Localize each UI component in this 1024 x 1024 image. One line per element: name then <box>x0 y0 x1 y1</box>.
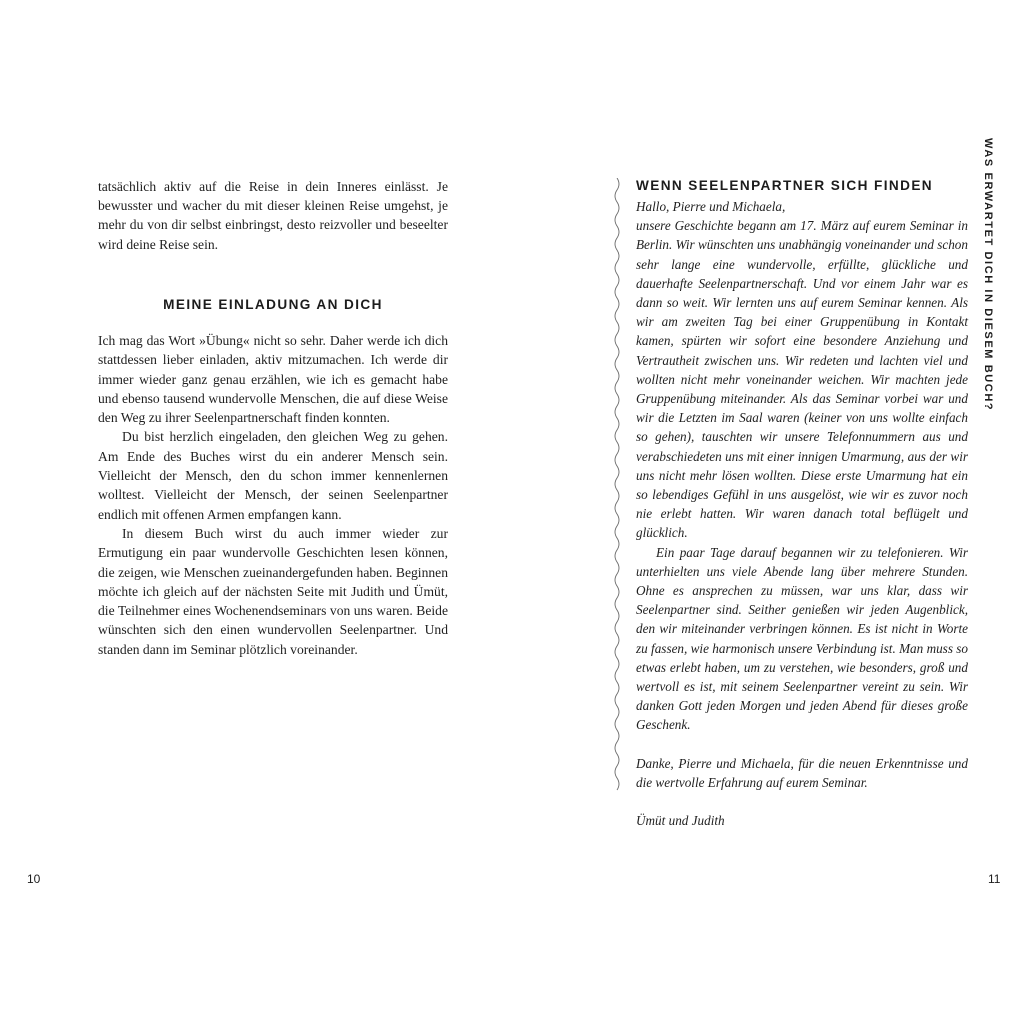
wavy-divider-icon <box>613 178 621 794</box>
letter-text <box>636 197 968 830</box>
letter-paragraph-2: Ein paar Tage darauf begannen wir zu telefonieren. Wir unterhielten uns viele Abende lang über mehrere Stunden. Ohne es ansprechen zu müssen, war uns klar, dass wir Seelenpartner sind. Seither genießen wir jeden Augenblick, den wir miteinander verbringen können. Es ist nicht in Worte zu fassen, wie harmonisch unsere Verbindung ist. Man muss so etwas erlebt haben, um zu verstehen, wie besonders, groß und wertvoll es ist, mit seinem Seelenpartner vereint zu sein. Wir danken Gott jeden Morgen und jeden Abend für dieses große Geschenk. <box>636 544 968 733</box>
section-heading-einladung: MEINE EINLADUNG AN DICH <box>163 297 383 312</box>
body-paragraph-3: In diesem Buch wirst du auch immer wieder zur Ermutigung ein paar wundervolle Geschichten lesen können, die zeigen, wie Menschen zueinandergefunden haben. Beginnen möchte ich gleich auf der nächsten Seite mit Judith und Ümüt, die Teilnehmer eines Wochenendseminars von uns waren. Beide wünschten sich den einen wundervollen Seelenpartner. Und standen dann im Seminar plötzlich voreinander. <box>98 525 448 657</box>
page-number-right: 11 <box>988 872 1001 886</box>
letter-signature: Ümüt und Judith <box>636 813 725 829</box>
letter-greeting: Hallo, Pierre und Michaela, <box>636 199 786 214</box>
body-paragraph-2: Du bist herzlich eingeladen, den gleichen Weg zu gehen. Am Ende des Buches wirst du ein anderer Mensch sein. Vielleicht der Mensch, den du schon immer kennenlernen wolltest. Vielleicht der Mensch, der seinen Seelenpartner endlich mit offenen Armen empfangen kann. <box>98 429 448 522</box>
section-heading-seelenpartner: WENN SEELENPARTNER SICH FINDEN <box>636 178 934 193</box>
letter-thanks: Danke, Pierre und Michaela, für die neuen Erkenntnisse und die wertvolle Erfahrung auf eurem Seminar. <box>636 755 968 790</box>
page-number-left: 10 <box>27 872 41 886</box>
body-paragraph-1: Ich mag das Wort »Übung« nicht so sehr. Daher werde ich dich stattdessen lieber einladen, aktiv mitzumachen. Ich werde dir immer wieder ganz genau erzählen, wie ich es gemacht habe und ebenso tausend wundervolle Menschen, die auf diese Weise den Weg zu ihrer Seelenpartnerschaft finden konnten. <box>98 333 448 426</box>
intro-paragraph <box>98 177 448 254</box>
right-page <box>512 0 1024 1024</box>
letter-paragraph-1: unsere Geschichte begann am 17. März auf eurem Seminar in Berlin. Wir wünschten uns unabhängig voneinander und schon sehr lange eine wundervolle, erfüllte, glückliche und dauerhafte Seelenpartnerschaft. Und vor einem Jahr war es dann so weit. Wir lernten uns auf eurem Seminar kennen. Als wir am zweiten Tag bei einer Gruppenübung in Kontakt kamen, spürten wir sofort eine besondere Anziehung und Vertrautheit zwischen uns. Wir redeten und lachten viel und wollten nicht mehr voneinander weichen. Wir machten jede Gruppenübung miteinander. Als das Seminar vorbei war und wir die Letzten im Saal waren (keiner von uns wollte einfach so gehen), tauschten wir unsere Telefonnummern aus und verabschiedeten uns mit einer innigen Umarmung, aus der wir uns nicht mehr lösen wollten. Diese erste Umarmung hat ein so lebendiges Gefühl in uns ausgelöst, wie wir es zuvor noch nie erlebt hatten. Wir waren danach total beflügelt und glücklich. <box>636 218 968 541</box>
left-body-text <box>98 331 448 659</box>
running-title: WAS ERWARTET DICH IN DIESEM BUCH? <box>982 138 994 412</box>
intro-text: tatsächlich aktiv auf die Reise in dein Inneres einlässt. Je bewusster und wacher du mit dieser kleinen Reise umgehst, je mehr du von dir selbst einbringst, desto reizvoller und beseelter wird deine Reise sein. <box>98 179 448 252</box>
